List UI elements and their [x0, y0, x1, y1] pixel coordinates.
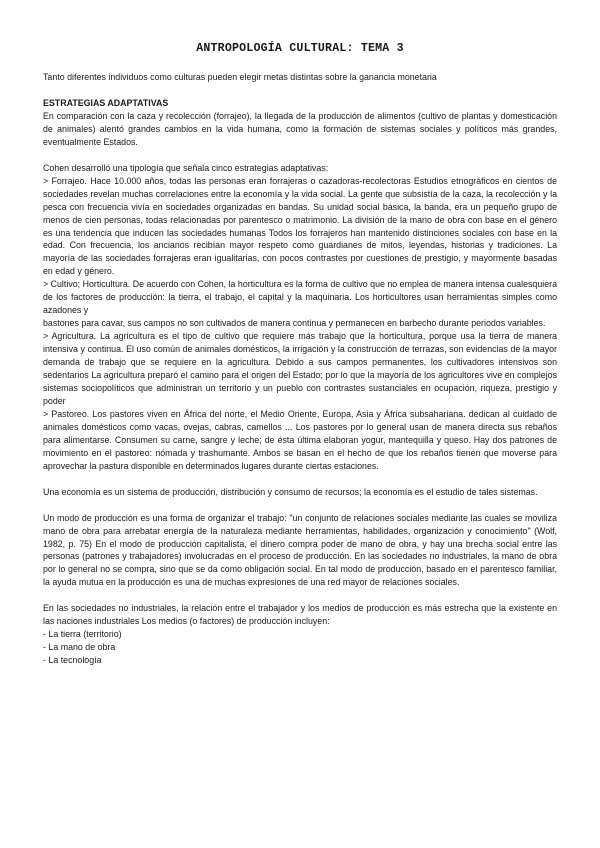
section-heading: ESTRATEGIAS ADAPTATIVAS [43, 97, 169, 108]
page-title: ANTROPOLOGÍA CULTURAL: TEMA 3 [196, 42, 404, 55]
section-intro-paragraph: En comparación con la caza y recolección (forrajeo), la llegada de la producción de alimentos (cultivo de plantas y domesticación de animales) alentó grandes cambios en la vida humana, como la formación de sistemas sociales y políticos más grandes, eventualmente Estados. [43, 110, 557, 147]
strategy-agricultura: > Agricultura. La agricultura es el tipo de cultivo que requiere más trabajo que la horticultura, porque usa la tierra de manera intensiva y continua. El uso común de animales domésticos, la irrigación y la construcción de terrazas, son evidencias de la mayor demanda de trabajo que se requiere en la agricultura. Debido a sus campos permanentes, los cultivadores intensivos son sedentarios La agricultura preparó el camino para el origen del Estado; por lo que la mayoría de los agricultores vive en complejos sistemas sociopolíticos que administran un territorio y un pueblo con contrastes sustanciales en ocupación, riqueza, prestigio y poder [43, 331, 557, 406]
production-mode-paragraph: Un modo de producción es una forma de organizar el trabajo: "un conjunto de relaciones sociales mediante las cuales se moviliza mano de obra para arrebatar energía de la naturaleza mediante herramientas, habilidades, organización y conocimiento" (Wolf, 1982, p. 75) En el modo de producción capitalista, el dinero compra poder de mano de obra, y hay una brecha social entre las personas (patrones y trabajadores) involucradas en el proceso de producción. En las sociedades no industriales, la mano de obra por lo general no se compra, sino que se da como obligación social. En tal modo de producción, basado en el parentesco familiar, la ayuda mutua en la producción es una de muchas expresiones de una red mayor de relaciones sociales. [43, 512, 557, 588]
intro-paragraph: Tanto diferentes individuos como culturas pueden elegir metas distintas sobre la ganancia monetaria [43, 72, 437, 82]
nonindustrial-intro: En las sociedades no industriales, la relación entre el trabajador y los medios de producción es más estrecha que la existente en las naciones industriales Los medios (o factores) de producción incluyen: [43, 603, 557, 627]
cohen-intro: Cohen desarrolló una tipología que señala cinco estrategias adaptativas: [43, 162, 329, 173]
strategy-pastoreo: > Pastoreo. Los pastores viven en África del norte, el Medio Oriente, Europa, Asia y África subsahariana. dedican al cuidado de animales domésticos como vacas, ovejas, cabras, camellos ... Los pastores por lo general usan de manera directa sus rebaños para alimentarse. Consumen su carne, sangre y leche; de ésta última elaboran yogur, mantequilla y queso. Hay dos patrones de movimiento en el pastoreo: nómada y trashumante. Ambos se basan en el hecho de que los rebaños tienen que moverse para aprovechar la pastura disponible en determinados lugares durante ciertas estaciones. [43, 408, 557, 471]
strategy-horticultura: > Cultivo; Horticultura. De acuerdo con Cohen, la horticultura es la forma de cultivo que no emplea de manera intensa cualesquiera de los factores de producción: la tierra, el trabajo, el capital y la maquinaria. Los horticultores usan herramientas simples como azadones y [43, 279, 557, 316]
strategy-forrajeo: > Forrajeo. Hace 10.000 años, todas las personas eran forrajeras o cazadoras-recolectoras Estudios etnográficos en cientos de sociedades revelan muchas correlaciones entre la economía y la vida social. La gente que subsistía de la caza, la recolección y la pesca con frecuencia vivía en sociedades organizadas en bandas. Su unidad social básica, la banda, era un pequeño grupo de menos de cien personas, todas relacionadas por parentesco o matrimonio. La división de la mano de obra con base en el género es una tendencia que inducen las sociedades humanas Todos los forrajeros han mantenido distinciones sociales con base en la edad. Con frecuencia, los ancianos recibían mayor respeto como guardianes de mitos, leyendas, historias y tradiciones. La mayoría de las sociedades forrajeras eran igualitarias, con pocos contrastes por cuestiones de prestigio, y mayormente basadas en edad y género. [43, 175, 557, 277]
list-item: - La mano de obra [43, 642, 116, 653]
economy-definition: Una economía es un sistema de producción, distribución y consumo de recursos; la economía es el estudio de tales sistemas. [43, 486, 538, 497]
list-item: - La tierra (territorio) [43, 629, 122, 640]
list-item: - La tecnología [43, 655, 102, 666]
strategy-horticultura-cont: bastones para cavar, sus campos no son cultivados de manera continua y permanecen en barbecho durante periodos variables. [43, 318, 546, 329]
